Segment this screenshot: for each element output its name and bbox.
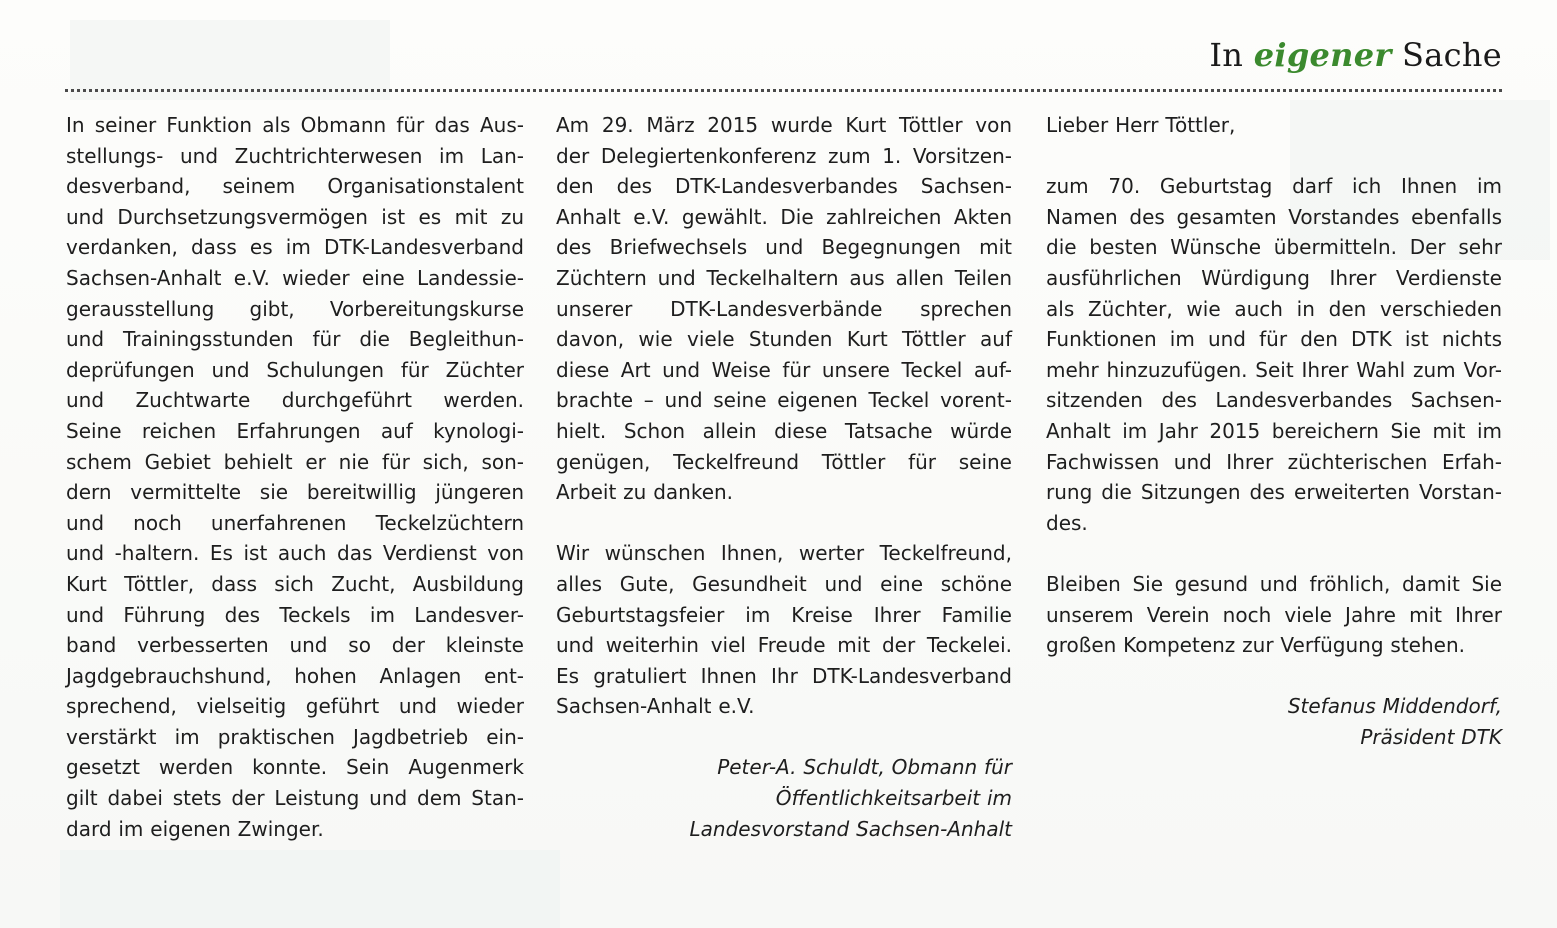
paragraph-line: und weiterhin viel Freude mit der Teckelei.: [556, 633, 1012, 658]
paragraph-line: mehr hinzuzufügen. Seit Ihrer Wahl zum Vor-: [1046, 357, 1502, 382]
paragraph-line: Funktionen im und für den DTK ist nichts: [1046, 327, 1502, 352]
paragraph-line: gilt dabei stets der Leistung und dem Stan-: [66, 786, 524, 811]
paragraph-gap: [1046, 141, 1502, 172]
paragraph-line: verstärkt im praktischen Jagdbetrieb ein-: [66, 724, 524, 749]
paragraph-line: davon, wie viele Stunden Kurt Töttler auf: [556, 327, 1012, 352]
paragraph-line: gerausstellung gibt, Vorbereitungskurse: [66, 296, 524, 321]
paragraph-line: brachte – und seine eigenen Teckel vorent-: [556, 388, 1012, 413]
paragraph-line: rung die Sitzungen des erweiterten Vorstan-: [1046, 480, 1502, 505]
signature-line: Öffentlichkeitsarbeit im: [775, 786, 1012, 811]
paragraph-line: ausführlichen Würdigung Ihrer Verdienste: [1046, 265, 1502, 290]
header-prefix: In: [1209, 36, 1244, 74]
paragraph-line: des.: [1046, 510, 1088, 535]
paragraph-gap: [556, 722, 1012, 753]
article-column-2: [556, 110, 1012, 844]
paragraph-line: gesetzt werden konnte. Sein Augenmerk: [66, 755, 524, 780]
paragraph-line: band verbesserten und so der kleinste: [66, 633, 524, 658]
paragraph-gap: [1046, 538, 1502, 569]
paragraph-line: unserer DTK-Landesverbände sprechen: [556, 296, 1012, 321]
paragraph-line: Seine reichen Erfahrungen auf kynologi-: [66, 418, 524, 443]
bleed-through-block: [60, 850, 560, 928]
paragraph-line: deprüfungen und Schulungen für Züchter: [66, 357, 524, 382]
paragraph-line: großen Kompetenz zur Verfügung stehen.: [1046, 633, 1465, 658]
signature-line: Landesvorstand Sachsen-Anhalt: [689, 816, 1012, 841]
paragraph-line: zum 70. Geburtstag darf ich Ihnen im: [1046, 174, 1502, 199]
paragraph-line: und Durchsetzungsvermögen ist es mit zu: [66, 204, 524, 229]
paragraph-line: und -haltern. Es ist auch das Verdienst von: [66, 541, 524, 566]
paragraph-line: In seiner Funktion als Obmann für das Aus-: [66, 113, 524, 137]
paragraph-line: Anhalt e.V. gewählt. Die zahlreichen Akten: [556, 204, 1012, 229]
paragraph-line: Züchtern und Teckelhaltern aus allen Teilen: [556, 265, 1012, 290]
paragraph-line: Arbeit zu danken.: [556, 480, 734, 505]
header-divider: [65, 89, 1502, 92]
header-suffix: Sache: [1402, 36, 1502, 74]
paragraph-line: den des DTK-Landesverbandes Sachsen-: [556, 174, 1012, 199]
bleed-through-block: [70, 20, 390, 100]
paragraph-gap: [556, 508, 1012, 539]
paragraph-line: und Trainingsstunden für die Begleithun-: [66, 327, 524, 352]
paragraph-line: hielt. Schon allein diese Tatsache würde: [556, 418, 1012, 443]
paragraph-line: diese Art und Weise für unsere Teckel auf-: [556, 357, 1012, 382]
paragraph-line: Es gratuliert Ihnen Ihr DTK-Landesverband: [556, 663, 1012, 688]
paragraph-line: verdanken, dass es im DTK-Landesverband: [66, 235, 524, 260]
paragraph-line: dern vermittelte sie bereitwillig jüngeren: [66, 480, 524, 505]
paragraph-line: Anhalt im Jahr 2015 bereichern Sie mit im: [1046, 418, 1502, 443]
article-column-3: [1046, 110, 1502, 752]
paragraph-line: als Züchter, wie auch in den verschieden: [1046, 296, 1502, 321]
paragraph-line: und noch unerfahrenen Teckelzüchtern: [66, 510, 524, 535]
paragraph-line: der Delegiertenkonferenz zum 1. Vorsitzen-: [556, 143, 1012, 168]
section-header: [1209, 36, 1502, 74]
paragraph-line: Namen des gesamten Vorstandes ebenfalls: [1046, 204, 1502, 229]
paragraph-line: des Briefwechsels und Begegnungen mit: [556, 235, 1012, 260]
article-column-1: [66, 110, 524, 844]
paragraph-line: Fachwissen und Ihrer züchterischen Erfah-: [1046, 449, 1502, 474]
signature-line: Peter-A. Schuldt, Obmann für: [717, 755, 1012, 780]
paragraph-line: genügen, Teckelfreund Töttler für seine: [556, 449, 1012, 474]
paragraph-line: sitzenden des Landesverbandes Sachsen-: [1046, 388, 1502, 413]
paragraph-line: Sachsen-Anhalt e.V.: [556, 694, 755, 719]
paragraph-line: und Zuchtwarte durchgeführt werden.: [66, 388, 524, 413]
paragraph-line: Geburtstagsfeier im Kreise Ihrer Familie: [556, 602, 1012, 627]
paragraph-line: Kurt Töttler, dass sich Zucht, Ausbildung: [66, 571, 524, 596]
paragraph-line: Bleiben Sie gesund und fröhlich, damit Sie: [1046, 571, 1502, 596]
letter-greeting: Lieber Herr Töttler,: [1046, 113, 1236, 137]
paragraph-line: dard im eigenen Zwinger.: [66, 816, 324, 841]
paragraph-line: alles Gute, Gesundheit und eine schöne: [556, 571, 1012, 596]
paragraph-line: Am 29. März 2015 wurde Kurt Töttler von: [556, 113, 1012, 137]
paragraph-line: unserem Verein noch viele Jahre mit Ihrer: [1046, 602, 1502, 627]
paragraph-line: Sachsen-Anhalt e.V. wieder eine Landessie-: [66, 265, 524, 290]
paragraph-gap: [1046, 661, 1502, 692]
paragraph-line: stellungs- und Zuchtrichterwesen im Lan-: [66, 143, 524, 168]
paragraph-line: sprechend, vielseitig geführt und wieder: [66, 694, 524, 719]
header-accent: eigener: [1253, 36, 1392, 74]
paragraph-line: Jagdgebrauchshund, hohen Anlagen ent-: [66, 663, 524, 688]
signature-line: Stefanus Middendorf,: [1287, 694, 1502, 719]
paragraph-line: schem Gebiet behielt er nie für sich, son-: [66, 449, 524, 474]
paragraph-line: Wir wünschen Ihnen, werter Teckelfreund,: [556, 541, 1012, 566]
paragraph-line: und Führung des Teckels im Landesver-: [66, 602, 524, 627]
paragraph-line: die besten Wünsche übermitteln. Der sehr: [1046, 235, 1502, 260]
paragraph-line: desverband, seinem Organisationstalent: [66, 174, 524, 199]
signature-line: Präsident DTK: [1360, 724, 1502, 749]
